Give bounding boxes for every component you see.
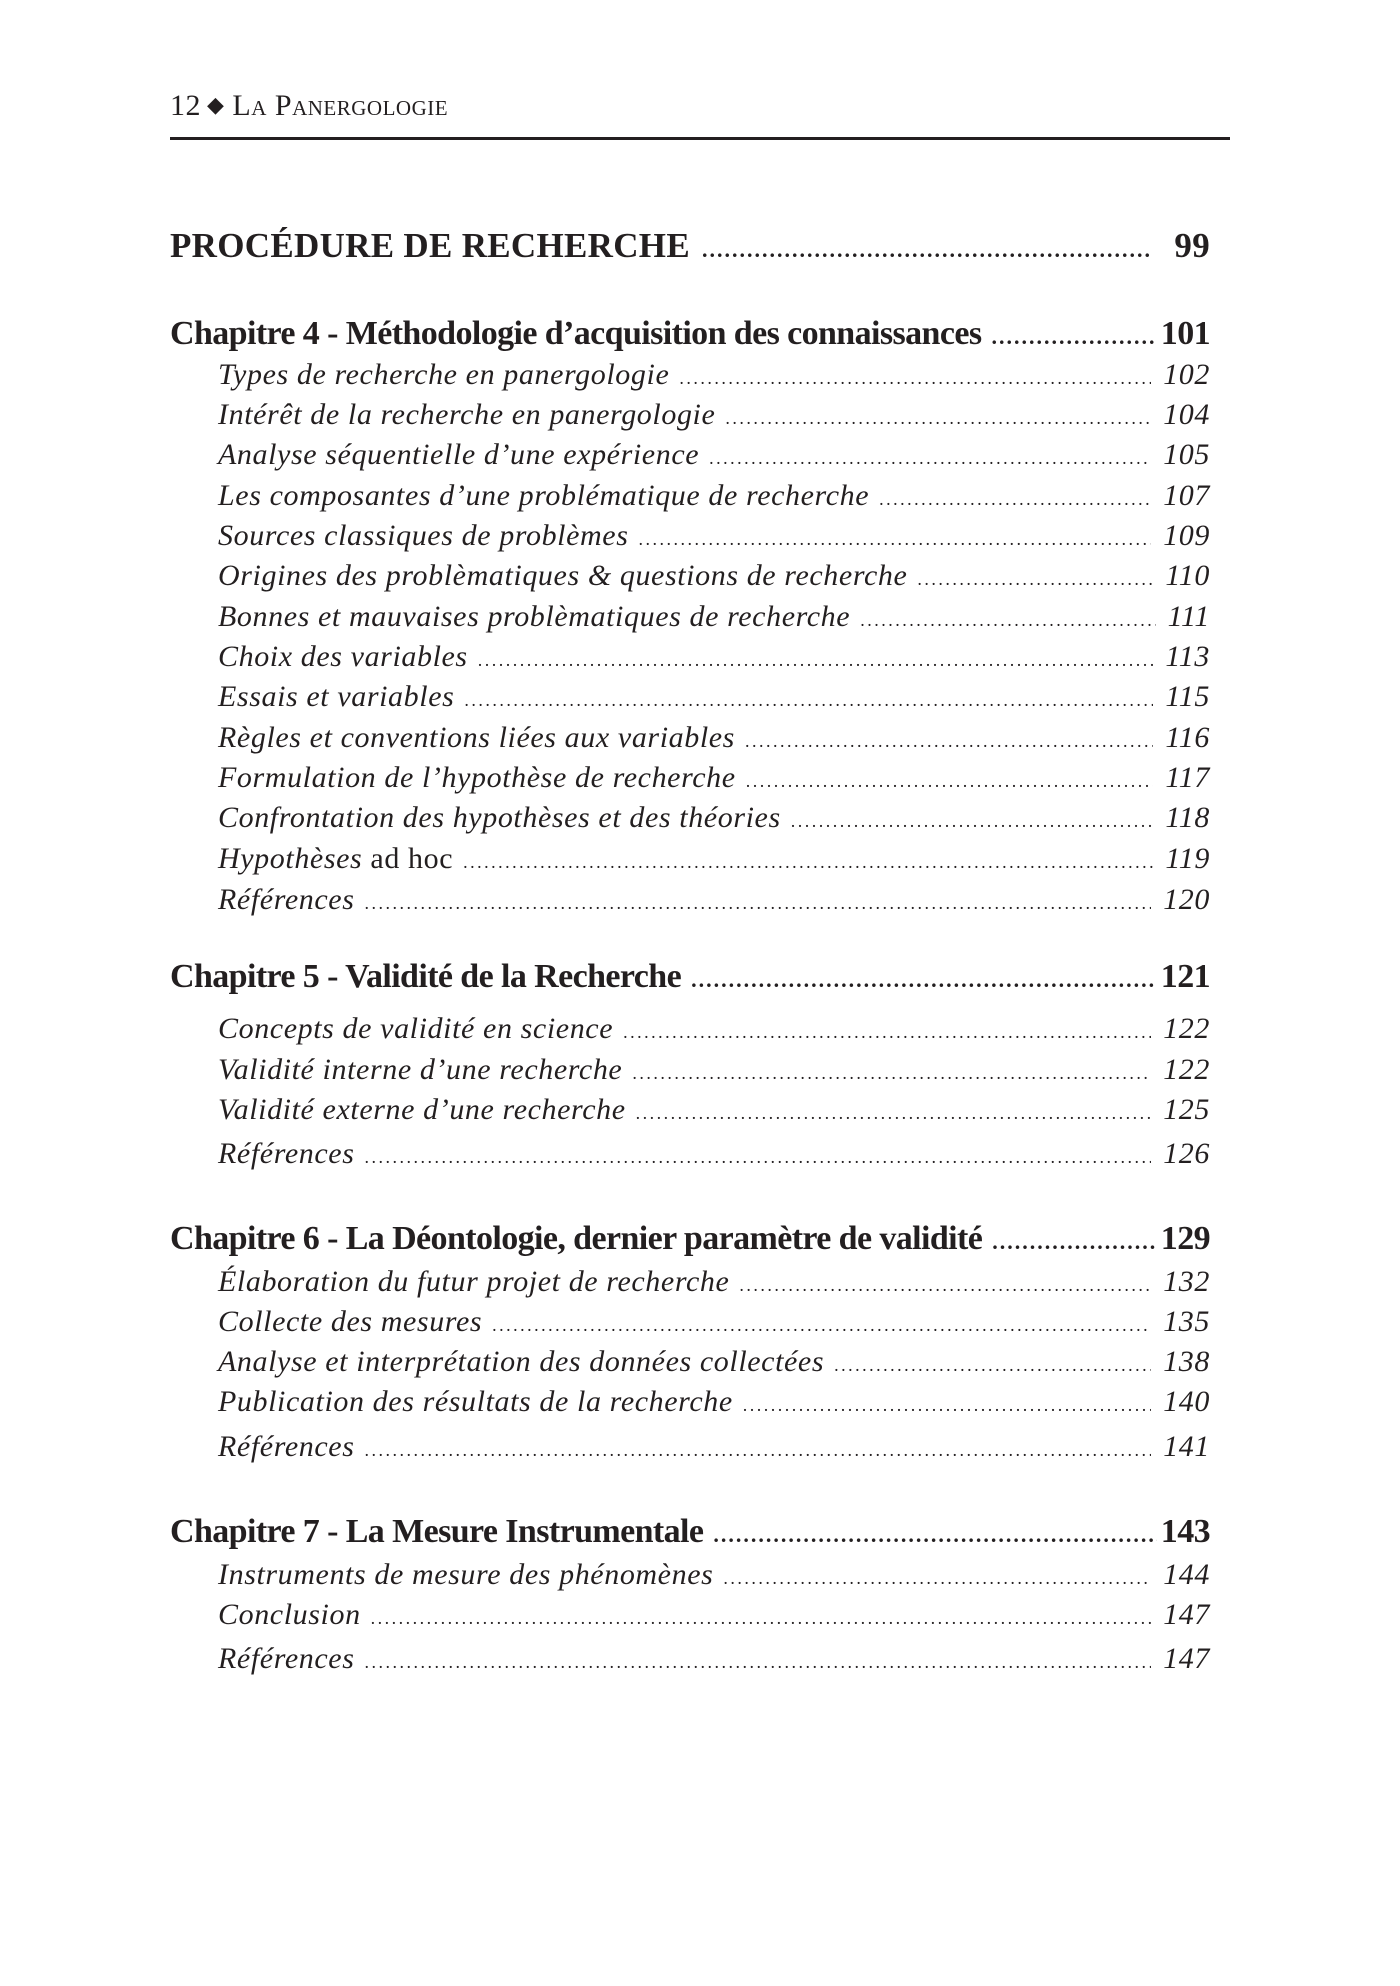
toc-item[interactable] xyxy=(218,680,1210,718)
chapter-title: Chapitre 5 - Validité de la Recherche xyxy=(170,958,682,995)
item-page: 105 xyxy=(1163,438,1210,471)
dot-leader xyxy=(791,811,1154,832)
diamond-icon: ◆ xyxy=(207,92,225,117)
item-page: 119 xyxy=(1165,842,1210,875)
toc-chapter-entry[interactable] xyxy=(170,958,1210,1000)
item-page: 141 xyxy=(1163,1430,1210,1463)
item-title: Références xyxy=(218,1642,355,1675)
item-title: Collecte des mesures xyxy=(218,1305,483,1338)
item-page: 109 xyxy=(1163,519,1210,552)
dot-leader xyxy=(702,237,1152,263)
toc-item[interactable] xyxy=(218,479,1210,517)
dot-leader xyxy=(364,1440,1151,1461)
item-title: Conclusion xyxy=(218,1598,361,1631)
item-title: Essais et variables xyxy=(218,680,455,713)
item-title: Sources classiques de problèmes xyxy=(218,519,629,552)
dot-leader xyxy=(463,852,1153,873)
toc-item[interactable] xyxy=(218,1305,1210,1343)
dot-leader xyxy=(691,967,1157,993)
toc-item[interactable] xyxy=(218,358,1210,396)
dot-leader xyxy=(746,771,1154,792)
item-title: Instruments de mesure des phénomènes xyxy=(218,1558,714,1591)
item-title-roman: ad hoc xyxy=(370,842,454,875)
item-page: 125 xyxy=(1163,1093,1210,1126)
toc-item[interactable] xyxy=(218,1385,1210,1423)
toc-part-entry[interactable] xyxy=(170,226,1210,270)
page-number: 12 xyxy=(170,89,201,122)
dot-leader xyxy=(917,569,1153,590)
item-title: Règles et conventions liées aux variables xyxy=(218,721,735,754)
dot-leader xyxy=(638,529,1151,550)
toc-item[interactable] xyxy=(218,640,1210,678)
item-page: 102 xyxy=(1163,358,1210,391)
dot-leader xyxy=(725,408,1151,429)
toc-item[interactable] xyxy=(218,1012,1210,1050)
toc-item[interactable] xyxy=(218,1642,1210,1680)
item-page: 116 xyxy=(1165,721,1210,754)
toc-item[interactable] xyxy=(218,801,1210,839)
toc-item[interactable] xyxy=(218,559,1210,597)
toc-item[interactable] xyxy=(218,1345,1210,1383)
dot-leader xyxy=(992,1229,1157,1255)
item-page: 138 xyxy=(1163,1345,1210,1378)
item-title: Intérêt de la recherche en panergologie xyxy=(218,398,716,431)
toc-item[interactable] xyxy=(218,398,1210,436)
item-title: Analyse séquentielle d’une expérience xyxy=(218,438,700,471)
item-page: 111 xyxy=(1167,600,1210,633)
dot-leader xyxy=(879,489,1151,510)
item-title: Validité externe d’une recherche xyxy=(218,1093,626,1126)
toc-chapter-entry[interactable] xyxy=(170,315,1210,357)
item-page: 147 xyxy=(1163,1642,1210,1675)
item-title: Bonnes et mauvaises problèmatiques de recherche xyxy=(218,600,851,633)
toc-item[interactable] xyxy=(218,1430,1210,1468)
toc-item[interactable] xyxy=(218,842,1210,880)
chapter-title: Chapitre 7 - La Mesure Instrumentale xyxy=(170,1513,704,1550)
item-page: 144 xyxy=(1163,1558,1210,1591)
toc-item[interactable] xyxy=(218,1093,1210,1131)
item-title: Publication des résultats de la recherche xyxy=(218,1385,733,1418)
book-title: La Panergologie xyxy=(232,89,449,122)
toc-item[interactable] xyxy=(218,438,1210,476)
item-page: 126 xyxy=(1163,1137,1210,1170)
item-title: Origines des problèmatiques & questions de recherche xyxy=(218,559,908,592)
toc-item[interactable] xyxy=(218,519,1210,557)
toc-item[interactable] xyxy=(218,1558,1210,1596)
item-title-italic: Hypothèses xyxy=(218,842,363,875)
item-title: Validité interne d’une recherche xyxy=(218,1053,623,1086)
dot-leader xyxy=(834,1355,1151,1376)
dot-leader xyxy=(709,448,1151,469)
dot-leader xyxy=(860,610,1155,631)
dot-leader xyxy=(991,324,1156,350)
item-page: 122 xyxy=(1163,1053,1210,1086)
item-title: Analyse et interprétation des données collectées xyxy=(218,1345,825,1378)
item-title: Références xyxy=(218,1137,355,1170)
dot-leader xyxy=(743,1395,1151,1416)
item-page: 104 xyxy=(1163,398,1210,431)
toc-item[interactable] xyxy=(218,761,1210,799)
dot-leader xyxy=(464,690,1153,711)
item-title: Types de recherche en panergologie xyxy=(218,358,670,391)
dot-leader xyxy=(713,1522,1156,1548)
dot-leader xyxy=(739,1275,1151,1296)
dot-leader xyxy=(636,1103,1152,1124)
item-title: Concepts de validité en science xyxy=(218,1012,614,1045)
item-page: 117 xyxy=(1165,761,1210,794)
dot-leader xyxy=(364,893,1151,914)
dot-leader xyxy=(723,1568,1151,1589)
chapter-page: 143 xyxy=(1160,1513,1210,1550)
item-title: Confrontation des hypothèses et des théories xyxy=(218,801,781,834)
item-page: 107 xyxy=(1163,479,1210,512)
item-title: Références xyxy=(218,1430,355,1463)
dot-leader xyxy=(623,1022,1151,1043)
item-page: 110 xyxy=(1165,559,1210,592)
dot-leader xyxy=(679,368,1151,389)
toc-item[interactable] xyxy=(218,721,1210,759)
chapter-title: Chapitre 4 - Méthodologie d’acquisition des connaissances xyxy=(170,315,982,352)
item-page: 113 xyxy=(1165,640,1210,673)
toc-item[interactable] xyxy=(218,1137,1210,1175)
running-head xyxy=(170,88,448,126)
item-page: 115 xyxy=(1165,680,1210,713)
item-title: Les composantes d’une problématique de recherche xyxy=(218,479,870,512)
part-title: PROCÉDURE DE RECHERCHE xyxy=(170,226,690,265)
toc-item[interactable] xyxy=(218,883,1210,921)
dot-leader xyxy=(492,1315,1151,1336)
item-page: 120 xyxy=(1163,883,1210,916)
header-rule xyxy=(170,137,1230,140)
chapter-page: 121 xyxy=(1160,958,1210,995)
item-title: Élaboration du futur projet de recherche xyxy=(218,1265,730,1298)
toc-item[interactable] xyxy=(218,600,1210,638)
toc-item[interactable] xyxy=(218,1265,1210,1303)
dot-leader xyxy=(364,1652,1151,1673)
item-page: 135 xyxy=(1163,1305,1210,1338)
item-title: Formulation de l’hypothèse de recherche xyxy=(218,761,736,794)
part-page: 99 xyxy=(1174,226,1210,265)
item-title: Choix des variables xyxy=(218,640,468,673)
item-page: 140 xyxy=(1163,1385,1210,1418)
toc-chapter-entry[interactable] xyxy=(170,1513,1210,1555)
dot-leader xyxy=(632,1063,1151,1084)
item-page: 122 xyxy=(1163,1012,1210,1045)
item-page: 132 xyxy=(1163,1265,1210,1298)
dot-leader xyxy=(371,1608,1152,1629)
item-title xyxy=(218,842,453,876)
chapter-title: Chapitre 6 - La Déontologie, dernier paramètre de validité xyxy=(170,1220,983,1257)
toc-chapter-entry[interactable] xyxy=(170,1220,1210,1262)
chapter-page: 129 xyxy=(1160,1220,1210,1257)
item-title: Références xyxy=(218,883,355,916)
dot-leader xyxy=(745,731,1153,752)
item-page: 118 xyxy=(1165,801,1210,834)
chapter-page: 101 xyxy=(1160,315,1210,352)
item-page: 147 xyxy=(1163,1598,1210,1631)
dot-leader xyxy=(364,1147,1151,1168)
dot-leader xyxy=(478,650,1154,671)
toc-item[interactable] xyxy=(218,1598,1210,1636)
toc-item[interactable] xyxy=(218,1053,1210,1091)
